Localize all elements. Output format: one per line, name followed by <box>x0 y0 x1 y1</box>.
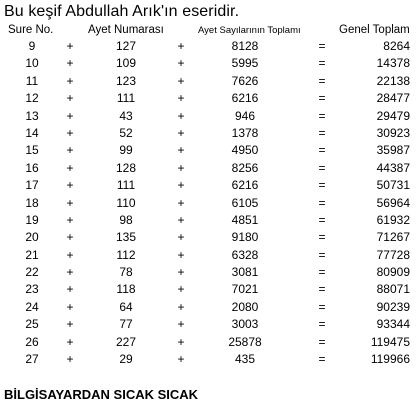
cell-genel-toplam: 119475 <box>370 334 410 349</box>
cell-plus-sign: + <box>66 39 74 53</box>
cell-equals-sign: = <box>318 265 326 280</box>
cell-ayet-numarasi: 43 <box>119 108 133 123</box>
cell-ayet-numarasi: 99 <box>119 143 133 158</box>
cell-equals-sign: = <box>318 56 326 71</box>
table-row <box>0 334 419 351</box>
cell-plus-sign: + <box>177 91 185 106</box>
cell-plus-sign: + <box>177 299 185 314</box>
table-row <box>0 299 419 316</box>
cell-ayet-sayilari-toplami: 6216 <box>231 91 259 106</box>
table-row <box>0 90 419 107</box>
header-ayet-sayilari-toplami: Ayet Sayılarının Toplamı <box>198 25 301 36</box>
cell-plus-sign: + <box>177 73 185 88</box>
cell-plus-sign: + <box>66 125 74 140</box>
cell-ayet-sayilari-toplami: 8128 <box>231 39 259 53</box>
cell-ayet-sayilari-toplami: 25878 <box>228 334 262 349</box>
cell-genel-toplam: 22138 <box>376 73 410 88</box>
cell-ayet-numarasi: 111 <box>116 91 136 106</box>
cell-sure-no: 13 <box>25 108 39 123</box>
cell-plus-sign: + <box>66 91 74 106</box>
cell-equals-sign: = <box>318 230 326 245</box>
cell-sure-no: 24 <box>25 299 39 314</box>
cell-sure-no: 25 <box>25 317 39 332</box>
cell-ayet-numarasi: 77 <box>119 317 133 332</box>
cell-equals-sign: = <box>318 352 326 367</box>
table-row <box>0 55 419 72</box>
cell-plus-sign: + <box>177 334 185 349</box>
cell-plus-sign: + <box>66 299 74 314</box>
table-row <box>0 38 419 55</box>
cell-equals-sign: = <box>318 39 326 53</box>
cell-sure-no: 16 <box>25 160 39 175</box>
cell-plus-sign: + <box>177 39 185 53</box>
cell-genel-toplam: 77728 <box>376 247 410 262</box>
cell-plus-sign: + <box>177 265 185 280</box>
cell-ayet-sayilari-toplami: 3081 <box>231 265 259 280</box>
cell-plus-sign: + <box>66 195 74 210</box>
cell-plus-sign: + <box>66 230 74 245</box>
cell-genel-toplam: 61932 <box>376 212 410 227</box>
cell-sure-no: 18 <box>25 195 39 210</box>
cell-ayet-numarasi: 111 <box>116 178 136 193</box>
table-row <box>0 142 419 159</box>
cell-plus-sign: + <box>177 125 185 140</box>
cell-ayet-sayilari-toplami: 6105 <box>231 195 259 210</box>
cell-genel-toplam: 8264 <box>383 39 410 53</box>
cell-genel-toplam: 71267 <box>376 230 410 245</box>
cell-equals-sign: = <box>318 334 326 349</box>
cell-equals-sign: = <box>318 178 326 193</box>
cell-equals-sign: = <box>318 125 326 140</box>
cell-plus-sign: + <box>66 317 74 332</box>
table-row <box>0 316 419 333</box>
cell-genel-toplam: 35987 <box>376 143 410 158</box>
cell-plus-sign: + <box>177 352 185 367</box>
cell-equals-sign: = <box>318 73 326 88</box>
cell-plus-sign: + <box>177 317 185 332</box>
cell-plus-sign: + <box>66 56 74 71</box>
table-row <box>0 264 419 281</box>
cell-genel-toplam: 28477 <box>376 91 410 106</box>
cell-ayet-sayilari-toplami: 435 <box>234 352 256 367</box>
cell-sure-no: 21 <box>25 247 39 262</box>
cell-plus-sign: + <box>177 56 185 71</box>
cell-ayet-sayilari-toplami: 3003 <box>231 317 259 332</box>
cell-plus-sign: + <box>177 247 185 262</box>
cell-ayet-sayilari-toplami: 7626 <box>231 73 259 88</box>
cell-plus-sign: + <box>66 178 74 193</box>
cell-equals-sign: = <box>318 108 326 123</box>
table-row <box>0 281 419 298</box>
cell-genel-toplam: 14378 <box>376 56 410 71</box>
table-row <box>0 212 419 229</box>
cell-ayet-sayilari-toplami: 4851 <box>231 212 259 227</box>
cell-plus-sign: + <box>66 160 74 175</box>
page-title: Bu keşif Abdullah Arık'ın eseridir. <box>4 3 240 20</box>
cell-sure-no: 9 <box>28 39 36 53</box>
cell-sure-no: 23 <box>25 282 39 297</box>
cell-sure-no: 27 <box>25 352 39 367</box>
cell-genel-toplam: 56964 <box>376 195 410 210</box>
cell-ayet-numarasi: 128 <box>115 160 137 175</box>
cell-ayet-numarasi: 78 <box>119 265 133 280</box>
cell-plus-sign: + <box>177 230 185 245</box>
cell-equals-sign: = <box>318 299 326 314</box>
cell-sure-no: 26 <box>25 334 39 349</box>
cell-ayet-numarasi: 227 <box>115 334 137 349</box>
cell-ayet-sayilari-toplami: 1378 <box>231 125 259 140</box>
cell-sure-no: 14 <box>25 125 39 140</box>
cell-equals-sign: = <box>318 160 326 175</box>
cell-equals-sign: = <box>318 317 326 332</box>
cell-ayet-sayilari-toplami: 2080 <box>231 299 259 314</box>
cell-ayet-numarasi: 64 <box>119 299 133 314</box>
table-row <box>0 108 419 125</box>
cell-genel-toplam: 29479 <box>376 108 410 123</box>
cell-plus-sign: + <box>66 143 74 158</box>
cell-ayet-numarasi: 123 <box>115 73 137 88</box>
cell-ayet-sayilari-toplami: 9180 <box>231 230 259 245</box>
cell-plus-sign: + <box>66 282 74 297</box>
table-row <box>0 160 419 177</box>
cell-plus-sign: + <box>66 352 74 367</box>
header-sure-no: Sure No. <box>8 24 54 36</box>
cell-genel-toplam: 93344 <box>376 317 410 332</box>
header-genel-toplam: Genel Toplam <box>339 24 410 36</box>
cell-genel-toplam: 80909 <box>376 265 410 280</box>
cell-equals-sign: = <box>318 282 326 297</box>
cell-ayet-numarasi: 52 <box>119 125 133 140</box>
cell-genel-toplam: 90239 <box>376 299 410 314</box>
cell-ayet-numarasi: 98 <box>119 212 133 227</box>
cell-ayet-numarasi: 29 <box>119 352 133 367</box>
cell-sure-no: 20 <box>25 230 39 245</box>
cell-genel-toplam: 88071 <box>376 282 410 297</box>
cell-plus-sign: + <box>66 247 74 262</box>
cell-ayet-sayilari-toplami: 7021 <box>231 282 259 297</box>
cell-plus-sign: + <box>66 108 74 123</box>
cell-genel-toplam: 30923 <box>376 125 410 140</box>
cell-sure-no: 15 <box>25 143 39 158</box>
table-row <box>0 195 419 212</box>
cell-plus-sign: + <box>177 195 185 210</box>
cell-plus-sign: + <box>66 265 74 280</box>
cell-plus-sign: + <box>66 212 74 227</box>
cell-plus-sign: + <box>177 160 185 175</box>
table-row <box>0 73 419 90</box>
cell-equals-sign: = <box>318 195 326 210</box>
cell-plus-sign: + <box>177 282 185 297</box>
cell-ayet-numarasi: 112 <box>116 247 136 262</box>
cell-genel-toplam: 44387 <box>376 160 410 175</box>
table-row <box>0 229 419 246</box>
cell-sure-no: 19 <box>25 212 39 227</box>
cell-sure-no: 22 <box>25 265 39 280</box>
cell-plus-sign: + <box>177 212 185 227</box>
cell-equals-sign: = <box>318 143 326 158</box>
cell-ayet-sayilari-toplami: 946 <box>234 108 256 123</box>
cell-plus-sign: + <box>66 73 74 88</box>
cell-ayet-numarasi: 118 <box>116 282 136 297</box>
table-row <box>0 125 419 142</box>
cell-genel-toplam: 50731 <box>376 178 410 193</box>
cell-ayet-sayilari-toplami: 4950 <box>231 143 259 158</box>
cell-plus-sign: + <box>177 143 185 158</box>
footer-text: BİLGİSAYARDAN SICAK SICAK <box>4 387 199 402</box>
cell-sure-no: 12 <box>25 91 39 106</box>
cell-equals-sign: = <box>318 247 326 262</box>
header-ayet-numarasi: Ayet Numarası <box>88 24 164 36</box>
cell-ayet-sayilari-toplami: 5995 <box>231 56 259 71</box>
table-row <box>0 177 419 194</box>
cell-genel-toplam: 119966 <box>370 352 410 367</box>
cell-sure-no: 17 <box>25 178 39 193</box>
cell-equals-sign: = <box>318 91 326 106</box>
cell-plus-sign: + <box>177 178 185 193</box>
cell-equals-sign: = <box>318 212 326 227</box>
cell-ayet-numarasi: 110 <box>116 195 136 210</box>
cell-plus-sign: + <box>177 108 185 123</box>
cell-sure-no: 10 <box>25 56 39 71</box>
cell-ayet-sayilari-toplami: 6328 <box>231 247 259 262</box>
cell-ayet-sayilari-toplami: 8256 <box>231 160 259 175</box>
table-header <box>0 22 419 38</box>
cell-ayet-numarasi: 109 <box>115 56 137 71</box>
table-row <box>0 247 419 264</box>
cell-ayet-numarasi: 135 <box>115 230 137 245</box>
table-body <box>0 38 419 368</box>
cell-sure-no: 11 <box>25 73 39 88</box>
cell-ayet-sayilari-toplami: 6216 <box>231 178 259 193</box>
table-row <box>0 351 419 368</box>
cell-plus-sign: + <box>66 334 74 349</box>
cell-ayet-numarasi: 127 <box>115 39 137 53</box>
